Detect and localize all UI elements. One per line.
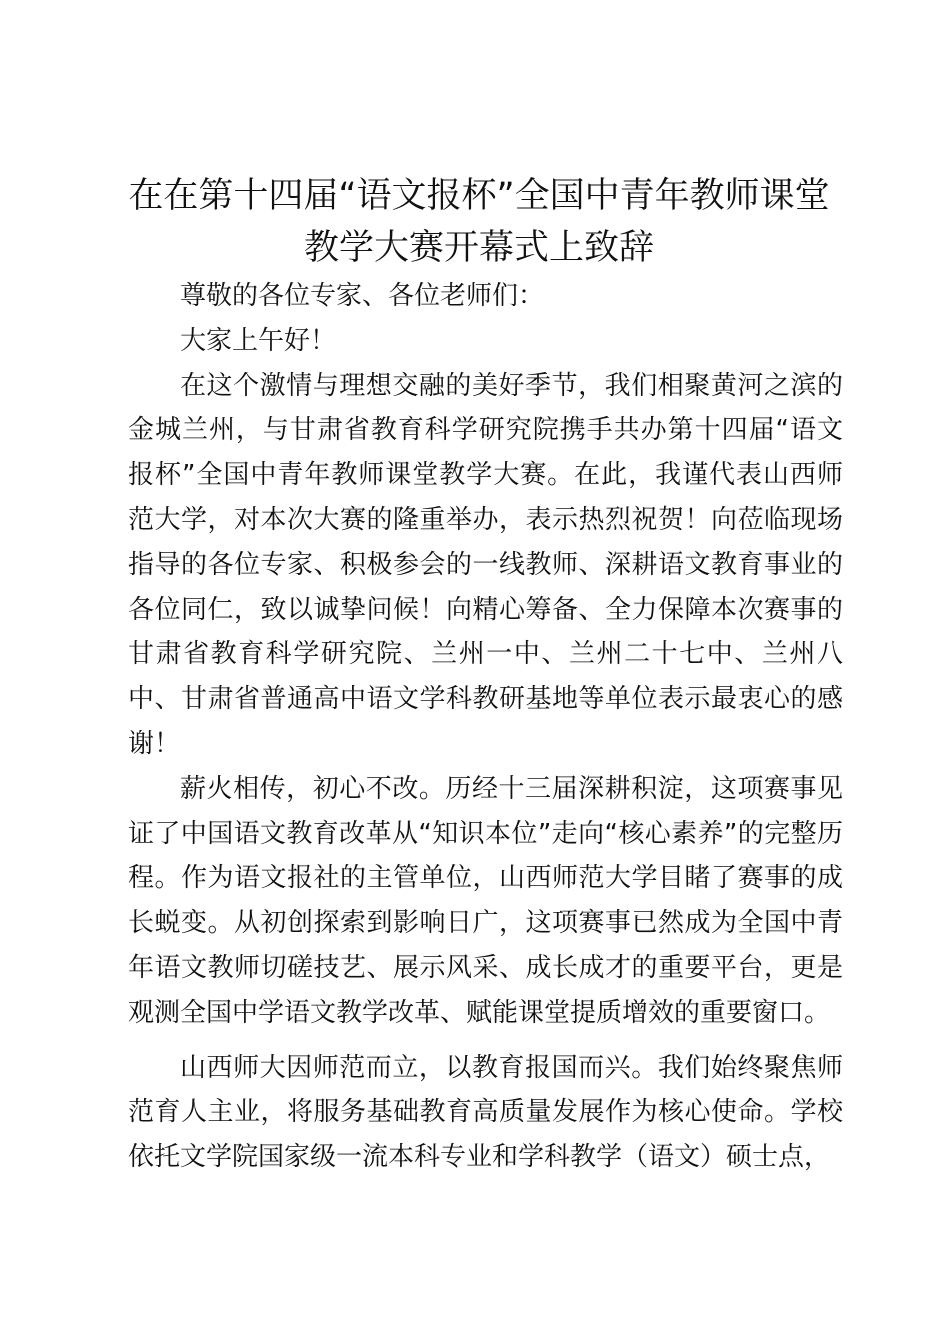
paragraph-2: 薪火相传，初心不改。历经十三届深耕积淀，这项赛事见证了中国语文教育改革从“知识本位”走向“核心素养”的完整历程。作为语文报社的主管单位，山西师范大学目睹了赛事的成长蜕变。从初创探索到影响日广，这项赛事已然成为全国中青年语文教师切磋技艺、展示风采、成长成才的重要平台，更是观测全国中学语文教学改革、赋能课堂提质增效的重要窗口。: [128, 773, 843, 1028]
paragraph-3: 山西师大因师范而立，以教育报国而兴。我们始终聚焦师范育人主业，将服务基础教育高质量发展作为核心使命。学校依托文学院国家级一流本科专业和学科教学（语文）硕士点，: [128, 1052, 843, 1173]
greeting: 大家上午好！: [180, 325, 337, 356]
document-body: [128, 274, 843, 1180]
salutation: 尊敬的各位专家、各位老师们：: [180, 281, 545, 311]
document-title: 在在第十四届“语文报杯”全国中青年教师课堂教学大赛开幕式上致辞: [128, 176, 830, 268]
paragraph-1: 在这个激情与理想交融的美好季节，我们相聚黄河之滨的金城兰州，与甘肃省教育科学研究院携手共办第十四届“语文报杯”全国中青年教师课堂教学大赛。在此，我谨代表山西师范大学，对本次大赛的隆重举办，表示热烈祝贺！向莅临现场指导的各位专家、积极参会的一线教师、深耕语文教育事业的各位同仁，致以诚挚问候！向精心筹备、全力保障本次赛事的甘肃省教育科学研究院、兰州一中、兰州二十七中、兰州八中、甘肃省普通高中语文学科教研基地等单位表示最衷心的感谢！: [128, 370, 843, 759]
